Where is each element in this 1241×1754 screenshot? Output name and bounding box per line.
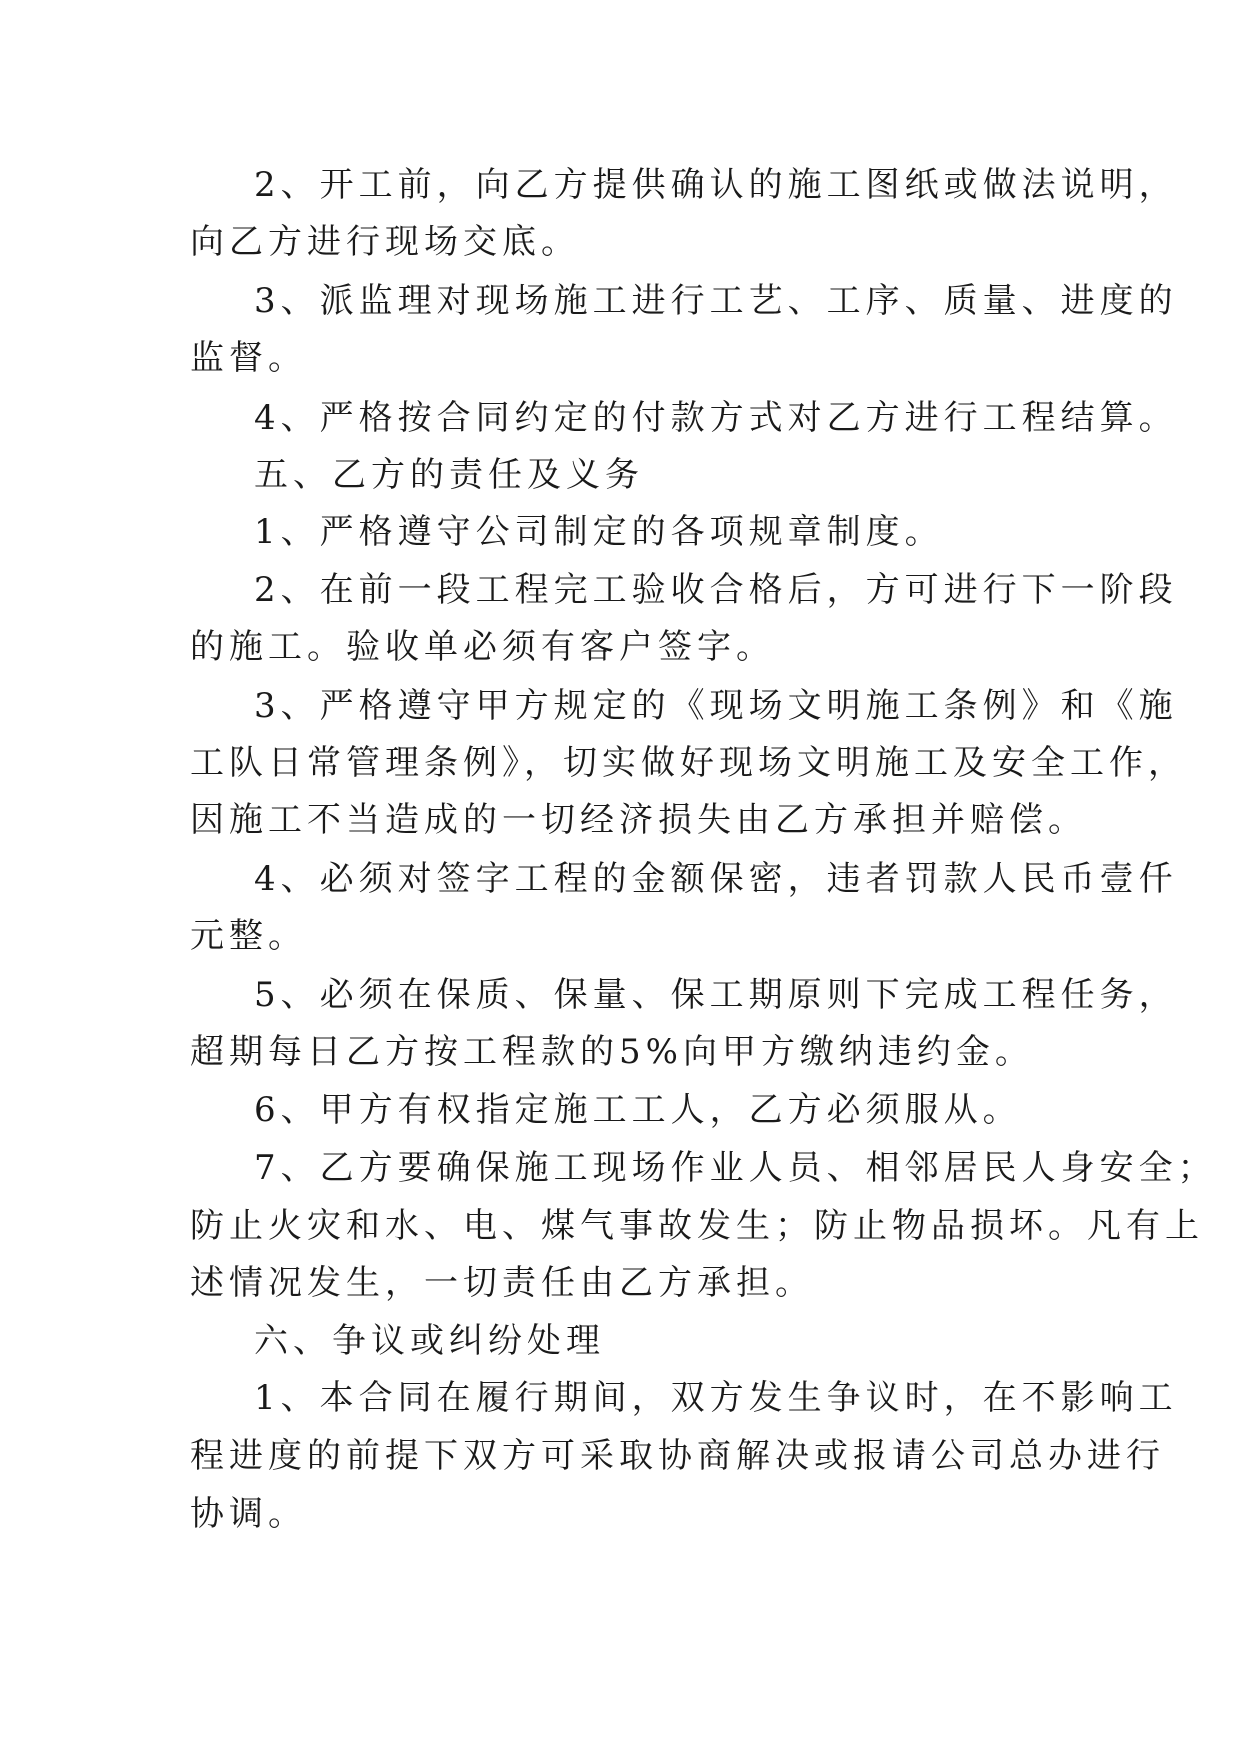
paragraph-line: 向乙方进行现场交底。 xyxy=(190,222,580,262)
paragraph-line: 4、必须对签字工程的金额保密，违者罚款人民币壹仟 xyxy=(254,859,1178,899)
paragraph-line: 防止火灾和水、电、煤气事故发生；防止物品损坏。凡有上 xyxy=(190,1206,1204,1246)
paragraph-line: 4、严格按合同约定的付款方式对乙方进行工程结算。 xyxy=(254,398,1178,438)
paragraph-line: 元整。 xyxy=(190,916,307,956)
paragraph-line: 7、乙方要确保施工现场作业人员、相邻居民人身安全； xyxy=(254,1148,1217,1188)
paragraph-line: 工队日常管理条例》，切实做好现场文明施工及安全工作， xyxy=(190,743,1187,783)
paragraph-line: 监督。 xyxy=(190,338,307,378)
paragraph-line: 3、派监理对现场施工进行工艺、工序、质量、进度的 xyxy=(254,281,1178,321)
paragraph-line: 程进度的前提下双方可采取协商解决或报请公司总办进行 xyxy=(190,1436,1165,1476)
paragraph-line: 2、开工前，向乙方提供确认的施工图纸或做法说明， xyxy=(254,165,1178,205)
paragraph-line: 2、在前一段工程完工验收合格后，方可进行下一阶段 xyxy=(254,570,1178,610)
paragraph-line: 6、甲方有权指定施工工人，乙方必须服从。 xyxy=(254,1090,1022,1130)
paragraph-line: 5、必须在保质、保量、保工期原则下完成工程任务， xyxy=(254,975,1178,1015)
section-heading: 五、乙方的责任及义务 xyxy=(254,455,644,495)
paragraph-line: 述情况发生，一切责任由乙方承担。 xyxy=(190,1263,814,1303)
paragraph-line: 1、严格遵守公司制定的各项规章制度。 xyxy=(254,512,944,552)
paragraph-line: 的施工。验收单必须有客户签字。 xyxy=(190,627,775,667)
section-heading: 六、争议或纠纷处理 xyxy=(254,1321,605,1361)
paragraph-line: 因施工不当造成的一切经济损失由乙方承担并赔偿。 xyxy=(190,800,1087,840)
paragraph-line: 1、本合同在履行期间，双方发生争议时，在不影响工 xyxy=(254,1378,1178,1418)
paragraph-line: 超期每日乙方按工程款的5%向甲方缴纳违约金。 xyxy=(190,1032,1034,1072)
paragraph-line: 3、严格遵守甲方规定的《现场文明施工条例》和《施 xyxy=(254,686,1178,726)
paragraph-line: 协调。 xyxy=(190,1494,307,1534)
